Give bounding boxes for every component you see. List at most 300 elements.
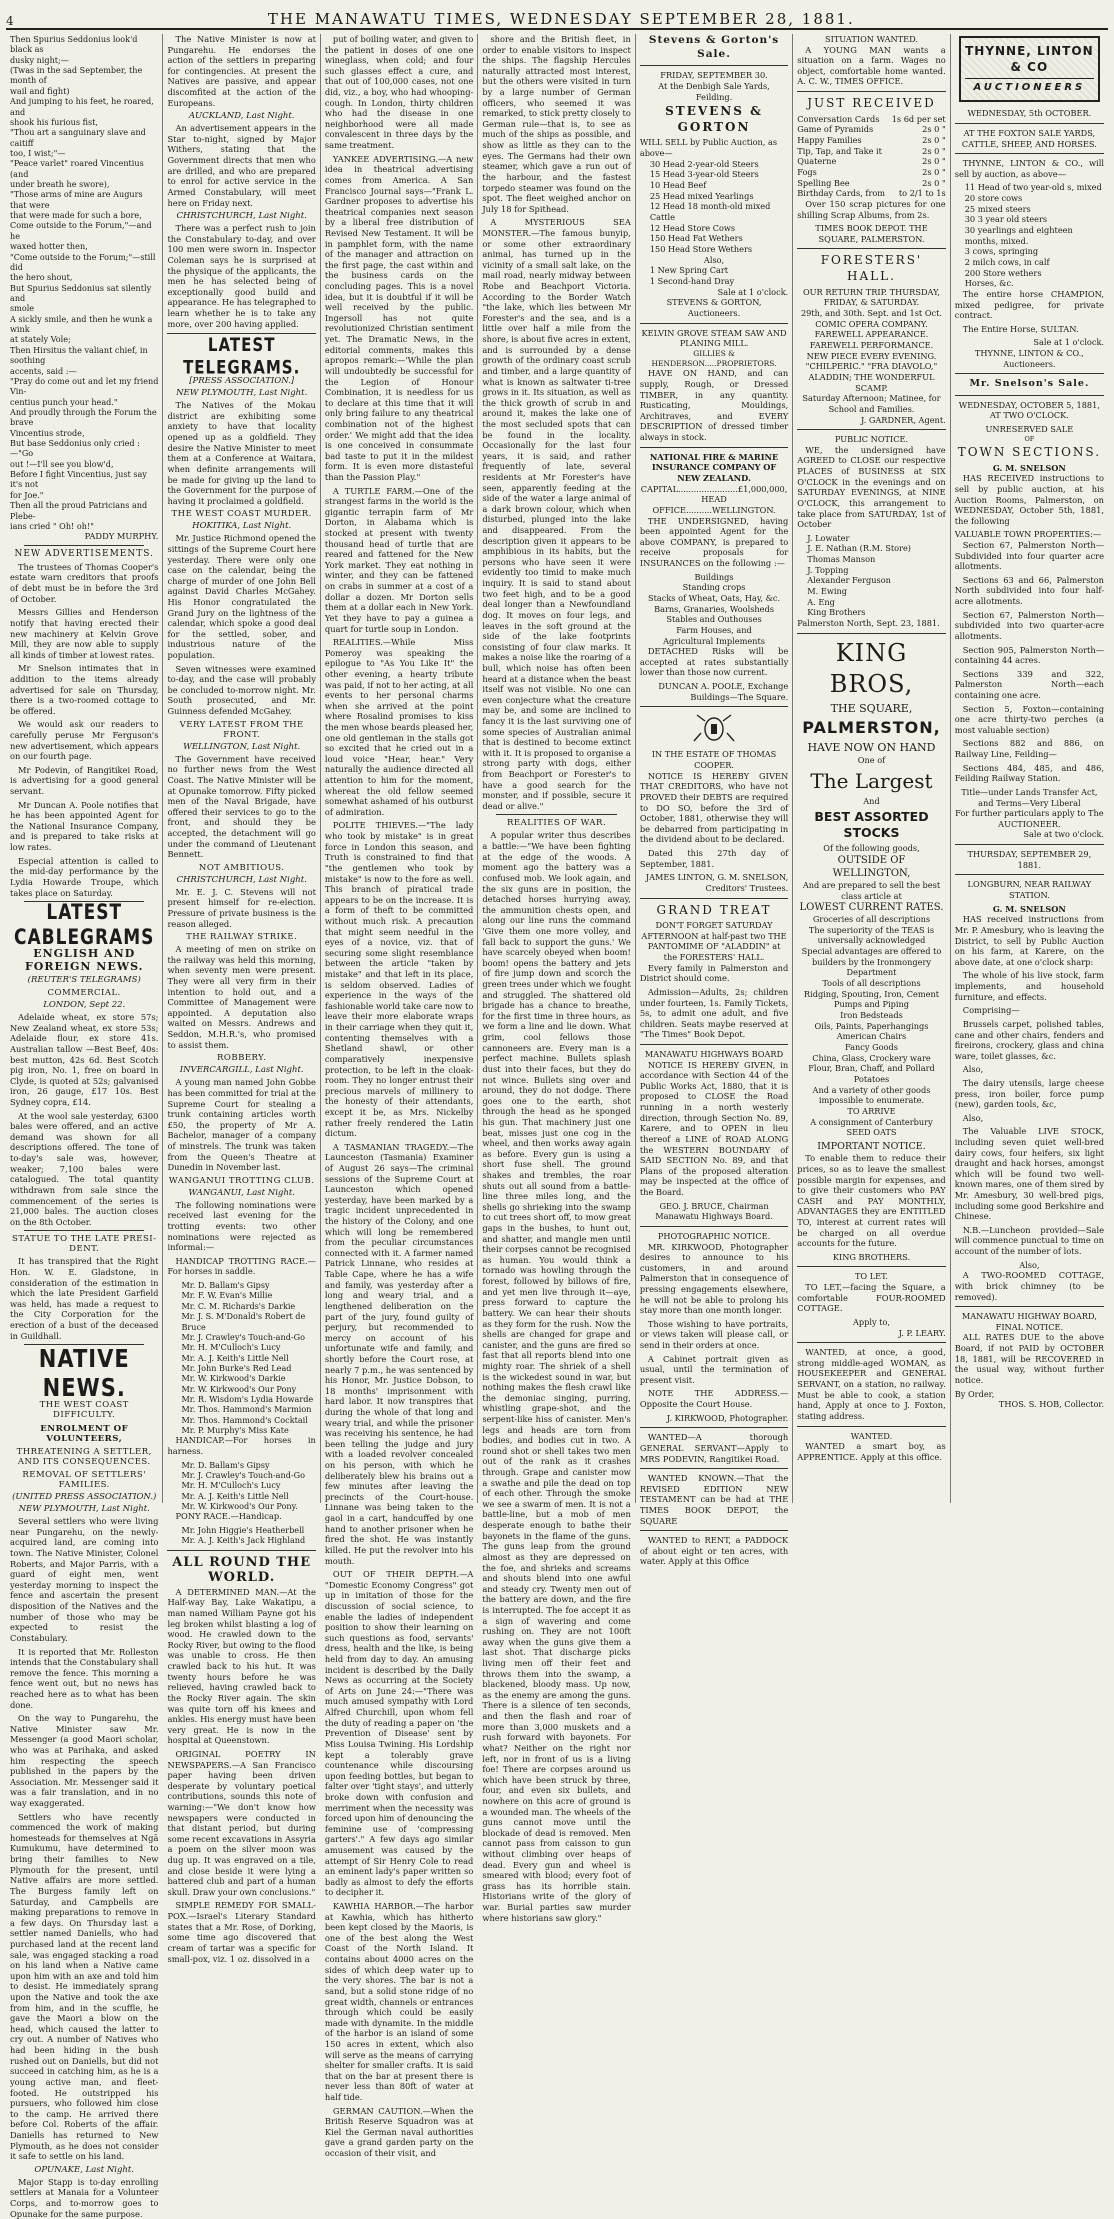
received-price: to 2/1 to 1s	[898, 188, 946, 199]
extra-item: 1 Second-hand Dray	[649, 275, 735, 286]
world-para: A DETERMINED MAN.—At the Half-way Bay, Lake Wakatipu, a man named William Payne got his leg broken whilst blasting a log of wood. He crawled down to the Rocky River, but owing to the flood was unable to cross. He then crawled back to his hut. It was twenty hours before he was relieved, having crawled back to the Rocky River again. The skin was quite torn off his knees and ankles. His energy must have been very great. He is now in the hospital at Queenstown.	[167, 1586, 316, 1746]
poem-line: smole	[10, 303, 35, 314]
stock-item: 150 Head Fat Wethers	[649, 233, 743, 244]
poem-line: Come outside to the Forum,"—and he	[10, 220, 152, 241]
received-item: Tip, Tap, and Take it	[797, 145, 882, 156]
stock-item: 12 Head Store Cows	[649, 222, 736, 233]
section-item: Section 67, Palmerston North—subdivided into two quarter-acre allotments.	[954, 609, 1105, 641]
received-price: 1s 6d per set	[891, 113, 946, 124]
poem-line: "Those arms of mine are Augurs that were	[10, 189, 143, 210]
col4-para: A MYSTERIOUS SEA MONSTER.—The famous bunyip, or some other extraordinary animal, has turned up in the vicinity of a small salt lake, on the mail road, nearly midway between Robe and Beachport Victoria. According to the Border Watch "the lake, which lies between Mr Forester's and the sea, and is a little over half a mile from the shore, is about five acres in extent, and is surrounded by a dense growth of the ordinary coast scrub and timber, and a large quantity of what is known as saltwater ti-tree grows in it. Its situation, as well as the thick growth of scrub in and around it, makes the lake one of the most secluded spots that can be found in the locality. Occasionally for the last four years, it is said, and rather frequently of late, several residents at Mr Forester's have seen, apparently feeding at the side of the water a large animal of a dark brown colour, which when disturbed, plunged into the lake and disappeared. From the description given it appears to be amphibious in its habits, but the persons who have seen it were evidently too timid to make much inquiry. It is said to stand about two feet high, and to be a good deal longer than a Newfoundland dog. It moves on four legs, and leaves in the soft ground at the side of the lake footprints consisting of four claw marks. It makes a noise like the roaring of a bull, which noise has often been heard at a distance when the beast itself was not visible. No one can even conjecture what the creature may be, and some are inclined to fancy it is the last surviving one of some species of Australian animal that is destined to become extinct with it. It is proposed to organise a strong party with dogs, either from Beachport or Forester's to have a good search for the monster, and if possible, secure it dead or alive."	[482, 217, 631, 811]
thynne-sig: THYNNE, LINTON & CO., Auctioneers.	[974, 348, 1084, 369]
difficulty-heading: THE WEST COAST DIFFICULTY.	[39, 1400, 129, 1421]
upa-label: (UNITED PRESS ASSOCIATION.)	[12, 1492, 157, 1503]
stevens-date: FRIDAY, SEPTEMBER 30.	[660, 70, 768, 81]
horse-entry: Mr. A. J. Keith's Jack Highland	[181, 1535, 306, 1546]
foresters-dates: 29th, and 30th. Sept. and 1st Oct.	[800, 307, 943, 318]
foresters-company: COMIC OPERA COMPANY.	[815, 318, 928, 329]
photo-3: A Cabinet portrait given as usual, until the termination of present visit.	[639, 1353, 789, 1385]
latest-cablegrams-heading: LATEST CABLEGRAMS	[14, 900, 155, 951]
reuters-label: (REUTER'S TELEGRAMS)	[27, 975, 141, 986]
received-row	[797, 114, 945, 125]
horse-entry: Mr. A. J. Keith's Little Nell	[181, 1490, 289, 1501]
snelson-title: Mr. Snelson's Sale.	[969, 378, 1090, 390]
poem-line: (Twas in the sad September, the month of	[10, 65, 143, 86]
murder-heading: THE WEST COAST MURDER.	[171, 509, 312, 520]
world-para: SIMPLE REMEDY FOR SMALL-POX.—Israel's Literary Standard states that a Mr. Rose, of Dorking, some time ago discovered that cream of tartar was a specific for small-pox, viz. 1 oz. dissolved in a	[167, 1900, 316, 1964]
goods-item: Iron Bedsteads	[840, 1010, 903, 1021]
received-price: 2s 0 "	[922, 156, 946, 167]
gms2-item: The dairy utensils, large cheese press, iron boiler, force pump (new), garden tools, &c,	[954, 1077, 1105, 1110]
poem-line: dusky night;—	[10, 54, 69, 65]
thynne-items	[955, 182, 1104, 289]
poem-line: wail and fight)	[10, 85, 70, 96]
estate-dated: Dated this 27th day of September, 1881.	[639, 847, 789, 869]
wanted-woman: WANTED, at once, a good, strong middle-aged WOMAN, as HOUSEKEEPER and GENERAL SERVANT, on a station, no railway. Must be able to cook, a station hand, Apply at once to J. Foxton, stating address.	[797, 1347, 946, 1421]
auckland-dateline: AUCKLAND, Last Night.	[188, 111, 295, 122]
highways-sig: GEO. J. BRUCE, Chairman Manawatu Highways Board.	[655, 1200, 773, 1222]
column-6	[793, 34, 950, 1503]
gms: G. M. SNELSON	[992, 462, 1066, 473]
front-heading: VERY LATEST FROM THE FRONT.	[179, 719, 304, 740]
goods-item: Ridging, Spouting, Iron, Cement	[803, 988, 940, 999]
trotting-intro: The following nominations were received last evening for the trotting events: two other nominations were rejected as informal:—	[167, 1199, 316, 1253]
sections-list	[955, 540, 1104, 784]
opunake-dateline: OPUNAKE, Last Night.	[34, 2164, 135, 2175]
logo-text: THYNNE, LINTON & CO	[965, 44, 1094, 74]
stevens-sig: STEVENS & GORTON, Auctioneers.	[666, 297, 762, 318]
best-stocks: BEST ASSORTED STOCKS	[814, 808, 929, 840]
thynne-logo	[959, 36, 1100, 102]
commercial-dateline: LONDON, Sept 22.	[43, 1000, 126, 1011]
have-now: HAVE NOW ON HAND	[807, 741, 936, 755]
strike-text: A meeting of men on strike on the railway was held this morning, when seventy men were present. They were all very firm in their intention to hold out, and a Committee of Management were appointed. A deputation also waited on Messrs. Andrews and Seddon, M.H.R.'s, who promised to assist them.	[167, 944, 316, 1050]
wanted-boy: WANTED a smart boy, as APPRENTICE. Apply at this office.	[797, 1441, 946, 1462]
tolet-body: TO LET,—facing the Square, a comfortable FOUR-ROOMED COTTAGE.	[797, 1282, 946, 1314]
the-largest: The Largest	[810, 769, 933, 794]
public-name: J. Lowater	[807, 532, 850, 543]
new-ad-item: Especial attention is called to the mid-day performance by the Lydia Howarde Troupe, which takes place on Saturday.	[10, 855, 159, 898]
final-notice: FINAL NOTICE.	[995, 1321, 1064, 1332]
kelvin-heading: KELVIN GROVE STEAM SAW AND PLANING MILL.	[641, 327, 787, 349]
tolet-sig: J. P. LEARY.	[898, 1327, 946, 1338]
col3-para: YANKEE ADVERTISING.—A new idea in theatrical advertising comes from America. A San Francisco Journal says—"Frank L. Gardner proposes to advertise his theatrical companies next season by a liberal free distribution of Revised New Testament. It will be in pamphlet form, with the name of the manager and attraction on the first page, the cast within and the business cards on the concluding pages. This is a novel idea, but it is doubtful if it will be well received by the public. Ingersoll has not quite revolutionized Christian sentiment yet. The Dramatic News, in the editorial comments, makes this apropos remark:—'While the plan will undoubtedly be successful for the Legion of Honour Combination, it is needless for us to declare at this time that it will only bring failure to any theatrical combination not of the highest order.' We might add that the idea is one conceived in consummate bad taste to put it in the mildest form. It is even more distasteful than the Passion Play."	[324, 153, 474, 482]
received-price: 2s 0 "	[922, 166, 946, 177]
wellington-dateline: WELLINGTON, Last Night.	[183, 741, 301, 752]
public-name: Thomas Manson	[807, 554, 876, 565]
gms2-item: Comprising—	[962, 1005, 1020, 1016]
foresters-matinee: Saturday Afternoon; Matinee, for School and Families.	[802, 393, 941, 414]
treat-body: DON'T FORGET SATURDAY AFTERNOON at half-past two THE PANTOMIME OF "ALADDIN" at the FORESTERS' HALL.	[641, 920, 787, 963]
palmerston: PALMERSTON,	[802, 718, 941, 738]
goods-item: Special advantages are offered to builders by the Ironmongery Department	[801, 946, 942, 978]
received-item: Conversation Cards	[797, 113, 880, 124]
stock-item: 10 Head Beef	[649, 180, 707, 191]
gms2-body: HAS received instructions from Mr. P. Amesbury, who is leaving the District, to sell by Public Auction on his farm, at Karere, on the above date, at one o'clock sharp:	[954, 914, 1105, 967]
thynne-item: 200 Store wethers	[964, 267, 1042, 278]
col3-para: REALITIES.—While Miss Pomeroy was speaking the epilogue to "As You Like It" the other evening, a hearty tribute was paid, if not to her acting, at all events to her personal charms when she arrived at the point where Rosalind promises to kiss the men whose beards pleased her, one old gentleman in the stalls got so excited that he cried out in a loud voice "Hear, hear." Very naturally the audience directed all attention to him for the moment, whereat the old fellow seemed somewhat ashamed of his outburst of admiration.	[324, 637, 474, 817]
horse-entry: Mr. P. Murphy's Miss Kate	[181, 1425, 289, 1436]
fire-detached: DETACHED Risks will be accepted at rates substantially lower than those now current.	[639, 646, 789, 678]
opunake-text: Major Stapp is to-day enrolling settlers at Manaia for a Volunteer Corps, and to-morrow goes to Opunake for the same purpose.	[10, 2176, 159, 2219]
treat-admission: Admission—Adults, 2s; children under fourteen, 1s. Family Tickets, 5s, to admit one adult, and five children. Seats maybe reserved at "The Times" Book Depot.	[639, 986, 789, 1040]
fire-item: Barns, Granaries, Woolsheds	[654, 603, 774, 614]
one-of: One of	[857, 755, 886, 766]
section-item: Section 5, Foxton—containing one acre thirty-two perches (a most valuable section)	[954, 703, 1105, 735]
goods-item: Flour, Bran, Chaff, and Pollard	[808, 1063, 935, 1074]
also2: Also,	[1019, 1259, 1040, 1270]
poem-line: ians cried " Oh! oh!"	[10, 520, 94, 531]
received-row	[797, 135, 945, 146]
horses-list-3	[167, 1525, 315, 1546]
situation-heading: SITUATION WANTED.	[824, 34, 918, 44]
cottage: A TWO-ROOMED COTTAGE, with brick chimney (to be removed).	[954, 1270, 1105, 1302]
kelvin-body: HAVE ON HAND, and can supply, Rough, or Dressed TIMBER, in any quantity. Rusticating, Mouldings, Architraves, and EVERY DESCRIPTION of dressed timber always in stock.	[639, 368, 789, 443]
goods-item: Pumps and Piping	[833, 999, 910, 1010]
photo-body: MR. KIRKWOOD, Photographer desires to announce to his customers, in and around Palmerston that in consequence of pressing engagements elsewhere, he will not be able to prolong his stay more than one month longer.	[639, 1241, 789, 1316]
np2-text: The Natives of the Mokau district are exhibiting some anxiety to have that locality opened up as a goldfield. They desire the Native Minister to meet them at a Conference at Waitara, when definite arrangements will be made for giving up the land to the Government for the purpose of having it proclaimed a goldfield.	[167, 400, 316, 506]
received-row	[797, 178, 945, 189]
unreserved: UNRESERVED SALE	[985, 424, 1074, 434]
stevens-intro: WILL SELL by Public Auction, as above—	[639, 137, 778, 159]
received-text: Over 150 scrap pictures for one shilling Scrap Albums, from 2s.	[797, 198, 946, 220]
gms-body: HAS RECEIVED instructions to sell by public auction, at his Auction Rooms, Palmerston, on WEDNESDAY, October 5th, 1881, the following	[954, 473, 1105, 526]
horse-entry: Mr. W. Kirkwood's Our Pony.	[181, 1501, 298, 1512]
times-depot: TIMES BOOK DEPOT. THE SQUARE, PALMERSTON.	[815, 223, 928, 244]
thynne-sale-time: Sale at 1 o'clock.	[1033, 337, 1105, 348]
column-1	[6, 34, 163, 2219]
np2-dateline: NEW PLYMOUTH, Last Night.	[176, 388, 308, 399]
received-row	[797, 188, 945, 199]
hokitika-dateline: HOKITIKA, Last Night.	[192, 521, 292, 532]
trotting-heading: WANGANUI TROTTING CLUB.	[168, 1175, 315, 1186]
fire-items	[640, 572, 788, 647]
horses-list-1	[167, 1280, 315, 1435]
gms2-items	[955, 970, 1104, 1221]
col4-para: shore and the British fleet, in order to enable visitors to inspect the ships. The flagship Hercules naturally attracted most interest, but the others were visited in turn by a large number of German officers, who seemed it was remarked, to stick pretty closely to German rule—that is, to see as much of the ships as possible, and show as little as they can to the eyes. The Germans had their own steamer, which gave a run out of the harbour, and the fastest torpedo steamer was found on the spot. The fleet weighed anchor on July 18 for Spithead.	[482, 34, 631, 214]
stevens-title: Stevens & Gorton's Sale.	[648, 34, 780, 60]
received-row	[797, 146, 945, 157]
fire-item: Farm Houses, and	[676, 624, 752, 635]
chch2-dateline: CHRISTCHURCH, Last Night.	[176, 874, 307, 885]
extra-item: 1 New Spring Cart	[649, 265, 729, 276]
fire-item: Stables and Outhouses	[666, 614, 762, 625]
poem-line: the hero shout,	[10, 272, 73, 283]
public-heading: PUBLIC NOTICE.	[834, 434, 909, 445]
received-price: 2s 0 "	[922, 124, 946, 135]
gms2-item: Brussels carpet, polished tables, cane and other chairs, fenders and fireirons, crockery, glass and china ware, toilet glasses, &c.	[954, 1018, 1105, 1061]
goods-item: And a variety of other goods impossible to enumerate.	[812, 1084, 931, 1106]
horse-entry: Mr. R. Wisdom's Lydia Howarde	[181, 1394, 314, 1405]
ambitious-heading: NOT AMBITIOUS.	[198, 862, 285, 873]
gms2-item: The Valuable LIVE STOCK, including seven quiet well-bred dairy cows, four heifers, six light draught and hack horses, amongst which will be found two well-known mares, one of them sired by Mr. Amesbury, 30 well-bred pigs, including some good Berkshire and Chinese.	[954, 1126, 1105, 1222]
further: For further particulars apply to The AUCTIONEER.	[955, 808, 1104, 829]
ambitious-text: Mr. E. J. C. Stevens will not present himself for re-election. Pressure of private business is the reason alleged.	[167, 886, 316, 929]
new-advertisements	[10, 562, 158, 898]
poem-line: centius punch your head."	[10, 396, 118, 407]
foresters-body: OUR RETURN TRIP. THURSDAY, FRIDAY, & SATURDAY.	[802, 286, 941, 308]
goods-item: Potatoes	[853, 1074, 890, 1085]
estate-sig: JAMES LINTON, G. M. SNELSON, Creditors' Trustees.	[645, 872, 789, 893]
sale2: Sale at two o'clock.	[1023, 829, 1105, 840]
public-body: WE, the undersigned have AGREED to CLOSE our respective PLACES of BUSINESS at SIX O'CLOCK in the evenings and on SATURDAY EVENINGS, at NINE O'CLOCK, this arrangement to take place from SATURDAY, 1st of October	[797, 444, 946, 530]
horse-entry: Mr. Thos. Hammond's Marmion	[181, 1404, 312, 1415]
native-text	[10, 1516, 158, 2162]
received-price: 2s 0 "	[922, 177, 946, 188]
outside-wellington: OUTSIDE OF WELLINGTON,	[832, 854, 911, 879]
pony-heading: PONY RACE.—Handicap.	[175, 1511, 282, 1522]
poem	[10, 34, 158, 531]
col3-para: POLITE THIEVES.—"The lady who took by mistake" is in great force in London this season, and Truth is constrained to find that "the gentlemen who took by mistake" is now to the fore as well. This branch of piratical trade appears to be on the increase. It is a form of theft to be committed without much risk. A precaution that might seem needful in the eyes of a novice, viz. that of securing some slight resemblance between the article "taken by mistake" and that left in its place, is seldom observed. Ladies of experience in the ways of the fashionable world take care now to leave their more elaborate wraps in their carriage when they quit it, contenting themselves with a Shetland shawl, or other comparatively inexpensive protection, to be left in the cloak-room. They no longer entrust their precious marvels of millinery to the honesty of their attendants, except it be, as Mrs. Nickelby rather freely rendered the Latin dictum.	[324, 820, 474, 1139]
handicap-heading: HANDICAP TROTTING RACE.—For horses in saddle.	[167, 1255, 316, 1277]
crest-icon	[691, 711, 737, 745]
horse-entry: Mr. D. Ballam's Gipsy	[181, 1280, 270, 1291]
gms2-item: Also,	[962, 1064, 984, 1075]
received-row	[797, 156, 945, 167]
thynne-item: 3 cows, springing	[964, 246, 1039, 257]
realities-text	[482, 830, 630, 1923]
thynne-item: 2 milch cows, in calf	[964, 256, 1050, 267]
poem-line: "Pray do come out and let my friend Vin-	[10, 375, 159, 397]
np-dateline: NEW PLYMOUTH, Last Night.	[18, 1504, 150, 1515]
poem-line: "Peace varlet" roared Vincentius (and	[10, 158, 144, 179]
english-foreign-heading: ENGLISH AND FOREIGN NEWS.	[24, 947, 144, 974]
public-name: Alexander Ferguson	[807, 575, 891, 586]
poem-line: "Come outside to the Forum;"—still did	[10, 251, 156, 272]
poem-signature: PADDY MURPHY.	[84, 531, 159, 542]
sale-time: Sale at 1 o'clock.	[717, 286, 789, 297]
arrive-body: A consignment of Canterbury SEED OATS	[810, 1116, 933, 1138]
thynne-item: 20 store cows	[964, 193, 1023, 204]
native-para: Settlers who have recently commenced the work of making homesteads for themselves at Ngā Kumukumu, have determined to bring their families to New Plymouth for the present, until Native affairs are more settled. The Burgess family left on Saturday, and Campbells are making preparations to remove in a few days. On Thursday last a settler named Daniells, who had purchased land at the recent land sale, was engaged stacking a road on his land when a Native came upon him with an axe and told him to desist. He immediately sprang upon the Native and took the axe from him, and in the scuffle, he gave the Maori a blow on the head, which caused the latter to cry out. A number of Natives who had been hiding in the bush rushed out on Daniells, but did not succeed in catching him, as he is a young active man, and fleet-footed. He outstripped his pursuers, who followed him close to the camp. He arrived there before Col. Roberts of the affair. Daniells has returned to New Plymouth, as he does not consider it safe to settle on his land.	[10, 1811, 159, 2162]
poem-line: And jumping to his feet, he roared, and	[10, 96, 154, 117]
robbery-text: A young man named John Gobbe has been committed for trial at the Supreme Court for stealing a trunk containing articles worth £50, the property of Mr A. Bachelor, manager of a company of minstrels. The trunk was taken from the Queen's Theatre at Dunedin in November last.	[167, 1077, 316, 1173]
fire-heading: NATIONAL FIRE & MARINE INSURANCE COMPANY OF NEW ZEALAND.	[649, 451, 779, 483]
thynne-body: THYNNE, LINTON & CO., will sell by auction, as above—	[954, 158, 1105, 179]
capital: CAPITAL.......................£1,000,000,	[640, 483, 788, 494]
col3-text	[325, 34, 473, 2159]
horse-entry: Mr. J. Crawley's Touch-and-Go	[181, 1331, 305, 1342]
new-ad-item: Mr Podevin, of Rangitikei Road, is advertising for a good general servant.	[10, 764, 159, 797]
front-text: The Government have received no further news from the West Coast. The Native Minister will be at Opunake tomorrow. Fifty picked men of the Naval Brigade, have offered their services to go to the front, and should they be accepted, the detachment will go under the command of Lieutenant Bennett.	[167, 753, 316, 860]
murder-para: Mr. Justice Richmond opened the sittings of the Supreme Court here yesterday. There were only one case on the calendar, being the charge of murder of one John Bell against David Charles McGahey. His Honor congratulated the Grand Jury on the lightness of the calendar, which spoke a good deal for the settled, sober, and industrious nature of the population.	[167, 533, 316, 661]
photo-heading: PHOTOGRAPHIC NOTICE.	[657, 1230, 771, 1241]
horses-list-2	[167, 1460, 315, 1512]
wanted-heading: WANTED.	[850, 1430, 893, 1441]
poem-line: for Joe."	[10, 489, 44, 500]
photo-4: NOTE THE ADDRESS.—Opposite the Court House.	[639, 1388, 789, 1410]
by-order: By Order,	[954, 1388, 995, 1399]
column-7	[951, 34, 1108, 1503]
stock-item: 30 Head 2-year-old Steers	[649, 158, 759, 169]
important-heading: IMPORTANT NOTICE.	[817, 1140, 926, 1152]
statue-text: It has transpired that the Right Hon. W. E. Gladstone, in consideration of the estimation in which the late President Garfield was held, has made a request to the City Corporation for the erection of a bust of the deceased in Guildhall.	[10, 1256, 159, 1341]
estate-heading: IN THE ESTATE OF THOMAS COOPER.	[651, 749, 777, 771]
fire-item: Standing crops	[682, 582, 746, 593]
section-item: Sections 339 and 322, Palmerston North—each containing one acre.	[954, 668, 1105, 700]
horse-entry: Mr. W. Kirkwood's Our Pony	[181, 1383, 297, 1394]
tolet-heading: TO LET.	[854, 1271, 889, 1282]
col3-para: KAWHIA HARBOR.—The harbor at Kawhia, which has hitherto been kept closed by the Maoris, is one of the best along the West Coast of the North Island. It contains about 4000 acres on the sides of which deep water up to the very shores. The bar is not a sand, but a solid stone ridge of no great width, channels or entrances through which could be easily made with dynamite. In the middle of the harbor is an island of some 150 acres in extent, which also will serve as the means of carrying shelter for smaller crafts. It is said that on the bar at present there is never less than 80ft of water at half tide.	[324, 1901, 474, 2102]
native-para: On the way to Pungarehu, the Native Minister saw Mr. Messenger (a good Maori scholar, who was at Parihaka, and asked him respecting the speech published in the papers by the Association. Mr. Messenger said it was a fair translation, and in no way exaggerated.	[10, 1713, 159, 1809]
col3-para: A TASMANIAN TRAGEDY.—The Launceston (Tasmania) Examiner of August 26 says—The criminal sessions of the Supreme Court at Launceston which opened yesterday, have been marked by a tragic incident unprecedented in the history of the Colony, and one which will long be remembered from the peculiar circumstances connected with it. A farmer named Patrick Linnane, who resides at Table Cape, where he has a wife and family, was yesterday after a long and weary trial, and a lengthened deliberation on the part of the jury, found guilty of perjury, but recommended to mercy on account of his unfortunate wife and family, and shortly before the Court rose, at nearly 7 p.m., he was sentenced by his Honor, Mr. Justice Dobson, to 18 months' imprisonment with hard labor. It now transpires that during the whole of that long and weary trial, and while the prisoner was receiving his sentence, he had been telling the judge and jury with a loaded revolver concealed on his person, with which he deliberately blew his brains out a few minutes after leaving the precincts of the Court-house. Linnane was being taken to the gaol in a cart, handcuffed by one hand to another prisoner when he fired the shot. He was instantly killed. He put the revolver into his mouth.	[324, 1141, 474, 1566]
wanted-1: WANTED—A thorough GENERAL SERVANT—Apply to MRS PODEVIN, Rangitikei Road.	[639, 1432, 789, 1464]
col3-para: OUT OF THEIR DEPTH.—A "Domestic Economy Congress" got up in imitation of those for the discussion of social science, to enable the ladies of independent position to show their learning on such questions as food, servants' dress, health and the like, is being held from day to day. An amusing incident is described by the Daily News as occurring at the Society of Arts on June 24:—"There was much amused sympathy with Lord Alfred Churchill, upon whom fell the duty of reading a paper on 'the Prevention of Disease' sent by Miss Louisa Twining. His Lordship kept a tolerably grave countenance while discoursing upon feeding bottles, but began to falter over 'tight stays', and utterly broke down with confusion and merriment when the necessity was forced upon him of denouncing the feminine use of 'compressing garters'." A few days ago similar amusement was caused by the attempt of Sir Henry Cole to read an eminent lady's paper written so badly as almost to defy the efforts to decipher it.	[324, 1569, 474, 1898]
goods-intro: Groceries of all descriptions	[812, 914, 931, 925]
horse-entry: Mr. A. J. Keith's Little Nell	[181, 1352, 289, 1363]
new-ad-item: We would ask our readers to carefully peruse Mr Ferguson's new advertisement, which appears on our fourth page.	[10, 719, 159, 762]
received-item: Happy Families	[797, 135, 862, 145]
chch-text: There was a perfect rush to join the Constabulary to-day, and over 100 men were sworn in. Inspector Coleman says he is surprised at the physique of the applicants, the men he has selected being of exceptionally good build and appearance. He has telegraphed to learn whether he is to take any more, over 200 having applied.	[167, 223, 316, 329]
column-3	[321, 34, 478, 2159]
poem-line: that were made for such a bore,	[10, 210, 142, 221]
native-cont	[167, 34, 315, 108]
title-line: Title—under Lands Transfer Act, and Terms—Very Liberal	[961, 786, 1098, 808]
following-goods: Of the following goods,	[823, 843, 920, 854]
realities-para: A popular writer thus describes a battle:—"We have been fighting at the edge of the woods. A moment ago the battery was a confused mob. We look again, and the six guns are in position, the detached horses hurrying away, the ammunition chests open, and along our line runs the command 'Give them one more volley, and fall back to support the guns.' We have scarcely obeyed when boom! boom! opens the battery and jets of fire jump down and scorch the green trees under which we fought and struggled. The shattered old brigade has a chance to breathe, for the first time in three hours, as we form a line and lie down. What grim, cool fellows those cannoneers are. Every man is a perfect machine. Bullets splash dust into their faces, but they do not wince. Bullets sing over and around, they do not dodge. There goes one to the earth, shot through the head as he sponged his gun. That machinery just one beat, misses just one cog in the wheel, and then works away again as before. Every gun is using a short fuse shell. The ground shakes and trembles, the roar shuts out all sound from a battle-line three miles long, and the shells go shrieking into the swamp to cut trees short off, to mow great gaps in the bushes, to hunt out, and shatter, and mangle men until their corpses cannot be recognised as human. You would think a tornado was howling through the forest, followed by billows of fire, and yet men live through it—aye, press forward to capture the battery. We can hear their shouts as they form for the rush. Now the shells are changed for grape and canister, and the guns are fired so fast that all reports blend into one mighty roar. The shriek of a shell is the wickedest sound in war, but nothing makes the flesh crawl like the demoniac singing, purring, whistling grape-shot, and the serpent-like hiss of canister. Men's legs and heads are torn from bodies, and bodies cut in two. A round shot or shell takes two men out of the rank as it crashes through. Grape and canister mow a swathe and pile the dead on top of each other. Through the smoke we see a swarm of men. It is not a battle-line, but a mob of men desperate enough to bathe their bayonets in the flame of the guns. The guns leap from the ground almost as they are depressed on the foe, and shrieks and screams and shouts blend into one awful and steady cry. Twenty men out of the battery are down, and the fire is interrupted. The foe accept it as a sign of wavering and come rushing on. They are not 100ft away when the guns give them a last shot. That discharge picks living men off their feet and throws them into the swamp, a blackened, bloody mass. Up now, as the enemy are among the guns. There is a silence of ten seconds, and then the flash and roar of more than 3,000 muskets and a rush forward with bayonets. For what? Neither on the right nor left, nor in front of us is a living foe! There are corpses around us which have been struck by three, four, and even six bullets, and nowhere on this acre of ground is a wounded man. The wheels of the guns cannot move until the blockade of dead is removed. Men cannot pass from caisson to gun without climbing over heaps of dead. Every gun and wheel is smeared with blood; every foot of grass has its horrible stain. Historians write of the glory of war. Burial parties saw murder where historians saw glory."	[482, 830, 631, 1923]
section-item: Sections 63 and 66, Palmerston North subdivided into four half-acre allotments.	[954, 574, 1105, 607]
cattle-sheep: CATTLE, SHEEP, AND HORSES.	[961, 138, 1097, 149]
press-assoc-label: [PRESS ASSOCIATION.]	[189, 376, 295, 387]
commercial-para: Adelaide wheat, ex store 57s; New Zealand wheat, ex store 53s; Adelaide flour, ex store 41s. Australian tallow —Best Beef, 40s: best mutton, 42s 6d. Best Scotch pig iron, No. 1, free on board in Clyde, is quoted at 52s; galvanised iron, 26 gauge, £17 10s. Best Sydney copra, £14.	[10, 1012, 159, 1108]
commercial-para: At the wool sale yesterday, 6300 bales were offered, and an active demand was shown for all descriptions offered. The tone of to-day's sale was, however, weaker; 7,100 bales were catalogued. The total quantity withdrawn from sale since the commencement of the series is 21,000 bales. The auction closes on the 8th October.	[10, 1110, 159, 1227]
received-price: 2s 0 "	[922, 145, 946, 156]
goods-item: Oils, Paints, Paperhangings	[814, 1020, 929, 1031]
entire2: The Entire Horse, SULTAN.	[962, 323, 1079, 334]
poem-line: Then all the proud Patricians and Plebe-	[10, 500, 148, 521]
murder-text	[167, 533, 315, 716]
received-heading: JUST RECEIVED	[807, 96, 936, 111]
horse-entry: Mr. H. M'Culloch's Lucy	[181, 1342, 281, 1353]
section-item: Sections 882 and 886, on Railway Line, Feilding—	[954, 738, 1105, 760]
horse-entry: Mr. H. M'Culloch's Lucy	[181, 1480, 281, 1491]
king-bros: KING BROS,	[829, 638, 914, 698]
goods-item: American Chairs	[836, 1031, 907, 1042]
poole-sig: DUNCAN A. POOLE, Exchange Buildings—The Square.	[658, 681, 789, 702]
received-price: 2s 0 "	[922, 135, 946, 145]
thynne-item: 25 mixed steers	[964, 203, 1031, 214]
thynne-item: Horses, &c.	[964, 278, 1014, 289]
important-sig: KING BROTHERS.	[832, 1251, 911, 1262]
fire-body: THE UNDERSIGNED, having been appointed Agent for the above COMPANY, is prepared to receive proposals for INSURANCES on the following :—	[639, 515, 789, 569]
poem-line: A sickly smile, and then he wunk a wink	[10, 313, 153, 335]
stock-item: 15 Head 3-year-old Steers	[649, 169, 759, 180]
stock-item: 25 Head mixed Yearlings	[649, 190, 754, 201]
new-ad-item: Mr Snelson intimates that in addition to the items already advertised for sale on Thursday, there is a two-roomed cottage to be offered.	[10, 663, 159, 716]
commercial-text	[10, 1012, 158, 1227]
foresters-sig: J. GARDNER, Agent.	[861, 414, 946, 425]
longburn: LONGBURN, NEAR RAILWAY STATION.	[967, 879, 1092, 901]
situation-body: A YOUNG MAN wants a situation on a farm. Wages no object, comfortable home wanted. A. C. W., TIMES OFFICE.	[797, 44, 946, 87]
received-item: Fogs	[797, 166, 817, 177]
horse-entry: Mr. Thos. Hammond's Cocktail	[181, 1414, 308, 1425]
latest-telegrams-heading: LATEST TELEGRAMS.	[183, 333, 301, 379]
entire: The entire horse CHAMPION, mixed pedigree, for private contract.	[954, 288, 1105, 321]
fire-item: Agricultural Implements	[663, 635, 765, 646]
foresters-pieces: "CHILPERIC." "FRA DIAVOLO," ALADDIN; THE WONDERFUL SCAMP.	[805, 361, 938, 393]
received-item: Game of Pyramids	[797, 124, 874, 135]
column-4	[478, 34, 635, 1923]
thynne-item: 11 Head of two year-old s, mixed	[964, 182, 1102, 193]
murder-para: Seven witnesses were examined to-day, and the case will probably be concluded to-morrow night. Mr. South prosecuted, and Mr. Guinness defended McGahey.	[167, 663, 316, 717]
received-item: Quaterne	[797, 156, 837, 167]
poem-line: out !—I'll see you blow'd,	[10, 458, 114, 469]
new-ad-item: The trustees of Thomas Cooper's estate warn creditors that proofs of debt must be in before the 3rd of October.	[10, 561, 159, 604]
col3-para: GERMAN CAUTION.—When the British Reserve Squadron was at Kiel the German naval authorities gave a grand garden party on the occasion of their visit, and	[324, 2105, 474, 2159]
received-row	[797, 124, 945, 135]
photo-sig: J. KIRKWOOD, Photographer.	[666, 1412, 789, 1423]
highways-body: NOTICE IS HEREBY GIVEN, in accordance with Section 44 of the Public Works Act, 1880, that it is proposed to CLOSE the Road running in a north westerly direction, through Section No. 89, Karere, and to OPEN in lieu thereof a LINE of ROAD ALONG the WESTERN BOUNDARY of SAID SECTION No. 89, and that Plans of the proposed alteration may be inspected at the office of the Board.	[639, 1059, 789, 1197]
goods-item: Fancy Goods	[845, 1042, 898, 1053]
received-item: Spelling Bee	[797, 177, 850, 188]
goods-item: The superiority of the TEAS is universally acknowledged	[808, 924, 935, 946]
horse-entry: Mr. John Burke's Red Lead	[181, 1362, 292, 1373]
col3-para: A TURTLE FARM.—One of the strangest farms in the world is the gigantic terrapin farm of Mr Dorton, in Alabama which is stocked at present with twenty thousand head of turtle that are reared and fattened for the New York market. They eat nothing in winter, and they can be fattened on crabs in summer at a cost of a dollar a dozen. Mr Dorton sells them at a dollar each in New York. Yet they have to pay a guinea a quart for turtle soup in London.	[324, 485, 474, 634]
poem-line: accents, said :—	[10, 365, 77, 376]
wanted-3: WANTED to RENT, a PADDOCK of about eight or ten acres, with water. Apply at this Office	[639, 1535, 789, 1567]
horse-entry: Mr. W. Kirkwood's Darkie	[181, 1373, 286, 1384]
kelvin-props: GILLIES & HENDERSON.....PROPRIETORS.	[651, 348, 777, 368]
public-names	[797, 533, 945, 618]
horse-entry: Mr. C. M. Richards's Darkie	[181, 1300, 296, 1311]
world-para: ORIGINAL POETRY IN NEWSPAPERS.—A San Francisco paper having been driven desperate by voluntary poetical contributions, sounds this note of warning:—"We don't know how newspapers were conducted in that distant period, but during some recent excavations in Assyria a poem on the silver moon was dug up. It was engraved on a tile, and close beside it were lying a battered club and part of a human skull. Draw your own conclusions."	[167, 1748, 316, 1897]
horse-entry: Mr. John Higgie's Heatherbell	[181, 1525, 305, 1536]
foxton-yards: AT THE FOXTON SALE YARDS,	[963, 127, 1096, 138]
important-body: To enable them to reduce their prices, so as to leave the smallest possible margin for expenses, and to give their customers who PAY CASH and PAY MONTHLY, ADVANTAGES they are ENTITLED TO, interest at current rates will be charged on all overdue accounts for the future.	[797, 1153, 946, 1249]
stevens-also: Also,	[703, 254, 725, 265]
highways-heading: MANAWATU HIGHWAYS BOARD	[644, 1048, 784, 1059]
of: OF	[1024, 434, 1035, 443]
wanganui-dateline: WANGANUI, Last Night.	[188, 1187, 295, 1198]
valuable-heading: VALUABLE TOWN PROPERTIES:—	[954, 529, 1102, 540]
chch-dateline: CHRISTCHURCH, Last Night.	[176, 211, 307, 222]
estate-body: NOTICE IS HEREBY GIVEN THAT CREDITORS, who have not PROVED their DEBTS are required to DO SO, before the 3rd of October, 1881, otherwise they will be debarred from participating in the dividend about to be declared.	[639, 770, 789, 845]
poem-line: And proudly through the Forum the brave	[10, 406, 157, 428]
poem-line: waxed hotter then,	[10, 241, 88, 252]
new-advertisements-heading: NEW ADVERTISEMENTS.	[14, 548, 154, 559]
statue-heading: STATUE TO THE LATE PRESI- DENT.	[11, 1234, 157, 1255]
received-item: Birthday Cards, from	[797, 188, 886, 199]
commercial-heading: COMMERCIAL.	[47, 988, 121, 999]
treat-text: Every family in Palmerston and District should come.	[639, 962, 789, 984]
logo-sub: AUCTIONEERS	[965, 78, 1094, 94]
foresters-heading: FORESTERS' HALL.	[820, 253, 923, 284]
public-name: King Brothers	[807, 607, 866, 618]
realities-heading: REALITIES OF WAR.	[507, 818, 607, 829]
town-sections: TOWN SECTIONS.	[957, 445, 1102, 460]
section-item: Sections 484, 485, and 486, Feilding Railway Station.	[954, 762, 1105, 784]
goods-item: China, Glass, Crockery ware	[812, 1052, 931, 1063]
hob: THOS. S. HOB, Collector.	[998, 1399, 1105, 1410]
foresters-new: NEW PIECE EVERY EVENING.	[806, 350, 937, 361]
column-5	[636, 34, 793, 1567]
poem-line: Before I fight Vincentius, just say it's not	[10, 469, 147, 490]
tolet-apply: Apply to,	[852, 1316, 891, 1327]
mhb: MANAWATU HIGHWAY BOARD,	[961, 1311, 1097, 1322]
poem-line: Then Hirsitus the valiant chief, in soothing	[10, 344, 148, 366]
new-ad-item: Messrs Gillies and Henderson notify that having erected their new machinery at Kelvin Grove Mill, they are now able to supply all kinds of timber at lowest rates.	[10, 607, 159, 660]
received-list	[797, 114, 945, 199]
foresters-fa: FAREWELL APPEARANCE.	[814, 329, 929, 340]
final-body: ALL RATES DUE to the above Board, if not PAID by OCTOBER 18, 1881, will be RECOVERED in the usual way, without further notice.	[954, 1332, 1105, 1385]
thynne-date: WEDNESDAY, 5th OCTOBER.	[967, 108, 1092, 119]
received-row	[797, 167, 945, 178]
poem-line: shook his furious fist,	[10, 116, 98, 127]
poem-line: But base Seddonius only cried :—"Go	[10, 438, 140, 459]
gms2-item: Also,	[962, 1112, 984, 1123]
horse-entry: Mr. D. Ballam's Gipsy	[181, 1459, 270, 1470]
invercargill-dateline: INVERCARGILL, Last Night.	[179, 1065, 304, 1076]
